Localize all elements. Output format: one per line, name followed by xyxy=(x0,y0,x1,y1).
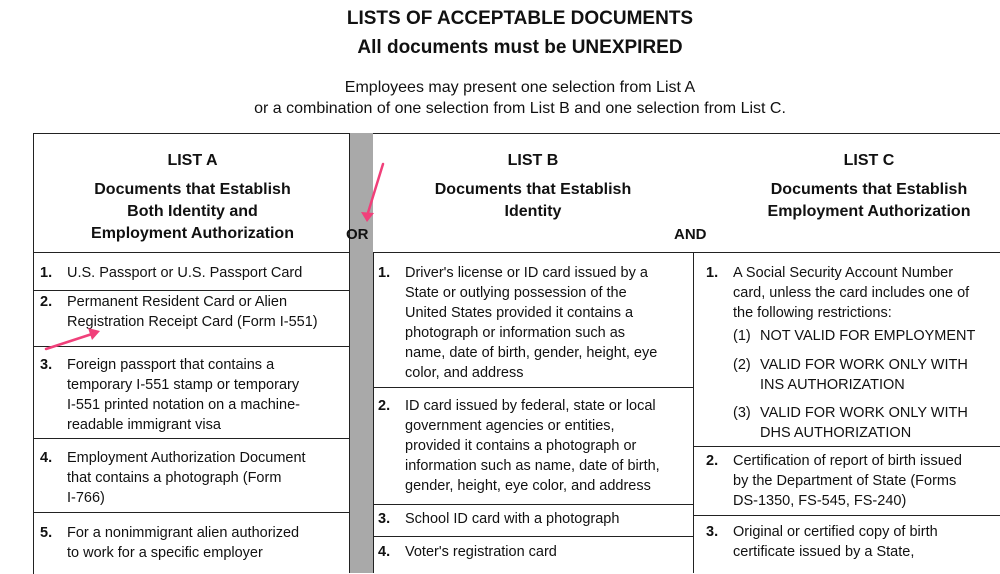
item-text: Driver's license or ID card issued by a State or outlying possession of the United States provided it contains a photograph or information such as name, date of birth, gender, height, eye color, and address xyxy=(405,265,658,381)
list-c-name: LIST C xyxy=(843,152,895,169)
list-a-header xyxy=(35,150,350,245)
restriction-number: (2) xyxy=(733,357,751,373)
item-number: 2. xyxy=(706,453,719,469)
rule-c-2 xyxy=(693,515,1000,516)
restriction-text: VALID FOR WORK ONLY WITH DHS AUTHORIZATION xyxy=(760,405,968,441)
restriction-text: NOT VALID FOR EMPLOYMENT xyxy=(760,328,976,344)
item-number: 1. xyxy=(40,265,53,281)
page-subtitle: All documents must be UNEXPIRED xyxy=(357,37,683,58)
and-connector: AND xyxy=(674,226,707,243)
list-c-heading-line: Documents that Establish xyxy=(770,181,968,198)
item-number: 4. xyxy=(378,544,391,560)
item-text: Voter's registration card xyxy=(405,544,557,560)
list-c-heading-line: Employment Authorization xyxy=(767,203,971,220)
rule-a-3 xyxy=(33,438,350,439)
rule-b-1 xyxy=(373,387,693,388)
item-number: 3. xyxy=(40,357,53,373)
list-b-heading-line: Identity xyxy=(504,203,562,220)
list-a-heading-line: Both Identity and xyxy=(127,203,258,220)
page-title: LISTS OF ACCEPTABLE DOCUMENTS xyxy=(346,8,694,29)
restriction-text: VALID FOR WORK ONLY WITH INS AUTHORIZATION xyxy=(760,357,968,393)
item-text: Certification of report of birth issued by the Department of State (Forms DS-1350, FS-545, FS-240) xyxy=(733,453,962,509)
list-c-header xyxy=(693,150,1000,223)
list-b-name: LIST B xyxy=(507,152,559,169)
item-text: School ID card with a photograph xyxy=(405,511,620,527)
or-connector: OR xyxy=(346,226,369,243)
list-b-header xyxy=(373,150,693,223)
item-number: 3. xyxy=(706,524,719,540)
list-b-heading-line: Documents that Establish xyxy=(434,181,632,198)
rule-b-2 xyxy=(373,504,693,505)
item-text: Permanent Resident Card or Alien Registration Receipt Card (Form I-551) xyxy=(67,294,318,330)
item-number: 3. xyxy=(378,511,391,527)
restriction-number: (1) xyxy=(733,328,751,344)
item-text: Foreign passport that contains a temporary I-551 stamp or temporary I-551 printed notation on a machine- readable immigrant visa xyxy=(67,357,300,433)
item-text: Employment Authorization Document that contains a photograph (Form I-766) xyxy=(67,450,306,506)
annotation-arrow-icon xyxy=(355,160,395,225)
restriction-number: (3) xyxy=(733,405,751,421)
intro-line-1: Employees may present one selection from List A xyxy=(344,79,696,96)
divider-b-c xyxy=(693,252,694,573)
rule-b-3 xyxy=(373,536,693,537)
list-a-heading-line: Documents that Establish xyxy=(94,181,291,198)
item-text: For a nonimmigrant alien authorized to work for a specific employer xyxy=(67,525,300,561)
item-text: U.S. Passport or U.S. Passport Card xyxy=(67,265,303,281)
rule-a-1 xyxy=(33,290,350,291)
rule-a-4 xyxy=(33,512,350,513)
rule-bc-header xyxy=(373,252,1000,253)
item-number: 1. xyxy=(706,265,719,281)
intro-line-2: or a combination of one selection from List B and one selection from List C. xyxy=(254,100,786,117)
item-text: ID card issued by federal, state or local government agencies or entities, provided it contains a photograph or information such as name, date of birth, gender, height, eye color, and address xyxy=(405,398,660,494)
item-number: 2. xyxy=(40,294,53,310)
item-number: 2. xyxy=(378,398,391,414)
list-a-name: LIST A xyxy=(167,152,218,169)
item-number: 1. xyxy=(378,265,391,281)
rule-a-header xyxy=(33,252,350,253)
list-a-heading-line: Employment Authorization xyxy=(91,225,294,242)
divider-or-b xyxy=(373,252,374,573)
item-number: 5. xyxy=(40,525,53,541)
item-number: 4. xyxy=(40,450,53,466)
rule-c-1 xyxy=(693,446,1000,447)
item-text: A Social Security Account Number card, unless the card includes one of the following restrictions: xyxy=(733,265,970,321)
item-text: Original or certified copy of birth certificate issued by a State, xyxy=(733,524,938,560)
annotation-arrow-icon xyxy=(40,322,110,357)
